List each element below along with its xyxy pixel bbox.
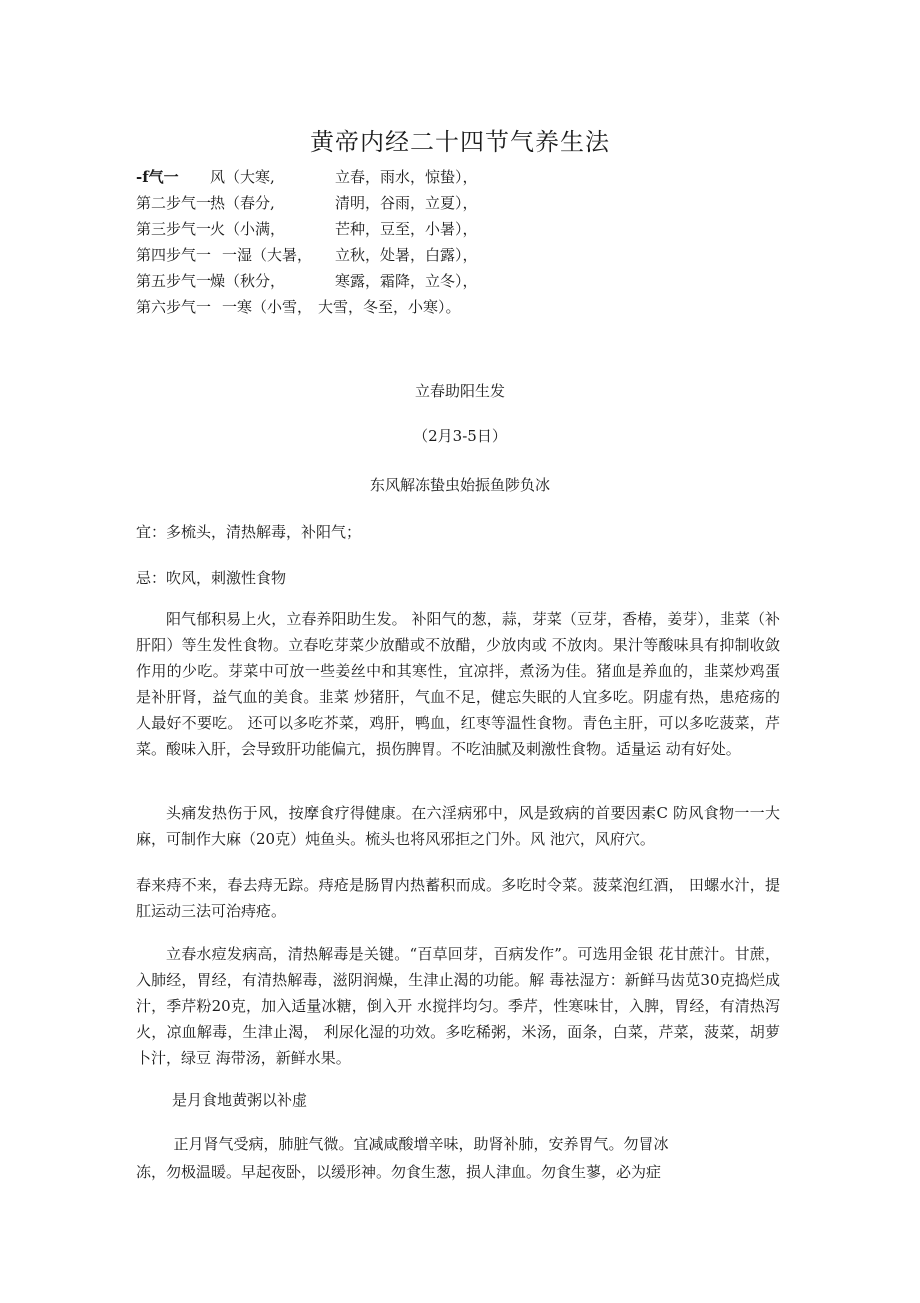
paragraph-rehmannia-title: 是月食地黄粥以补虚 xyxy=(172,1091,308,1109)
qi-step-label: 第六步气一 xyxy=(136,298,212,316)
qi-step-label: -f气一 xyxy=(136,168,179,186)
page-title: 黄帝内经二十四节气养生法 xyxy=(310,128,610,156)
qi-solar-terms: 大雪，冬至，小寒）。 xyxy=(318,298,461,316)
qi-step-label: 第五步气一 xyxy=(136,272,212,290)
qi-name: 一湿（大暑， xyxy=(222,246,313,264)
qi-step-label: 第四步气一 xyxy=(136,246,212,264)
qi-name: 风（大寒, xyxy=(210,168,275,186)
paragraph-hemorrhoids: 春来痔不来，春去痔无踪。痔疮是肠胃内热蓄积而成。多吃时令菜。菠菜泡红酒， 田螺水汁，提肛运动三法可治痔疮。 xyxy=(136,876,780,920)
qi-solar-terms: 芒种，豆至，小暑）， xyxy=(335,220,478,238)
qi-solar-terms: 寒露，霜降，立冬）， xyxy=(335,272,478,290)
advice-avoid: 忌：吹风，刺激性食物 xyxy=(136,569,287,587)
qi-step-label: 第三步气一 xyxy=(136,220,212,238)
paragraph-first-month: 正月肾气受病，肺脏气微。宜减咸酸增辛味，助肾补肺，安养胃气。勿冒冰冻，勿极温暖。早起夜卧，以缓形神。勿食生葱，损人津血。勿食生蓼，必为症 xyxy=(136,1135,669,1181)
qi-step-label: 第二步气一 xyxy=(136,194,212,212)
qi-name: 一寒（小雪， xyxy=(222,298,313,316)
paragraph-spring-diet: 阳气郁积易上火，立春养阳助生发。 补阳气的葱，蒜，芽菜（豆芽，香椿，姜芽），韭菜（补肝阳）等生发性食物。立春吃芽菜少放醋或不放醋，少放肉或 不放肉。果汁等酸味具有抑制收敛作用的少吃。芽菜中可放一些姜丝中和其寒性，宜凉拌，煮汤为佳。猪血是养血的，韭菜炒鸡蛋是补肝肾，益气血的美食。韭菜 炒猪肝，气血不足，健忘失眠的人宜多吃。阴虚有热，患疮疡的人最好不要吃。 还可以多吃芥菜，鸡肝，鸭血，红枣等温性食物。青色主肝，可以多吃菠菜，芹 菜。酸味入肝，会导致肝功能偏亢，损伤脾胃。不吃油腻及刺激性食物。适量运 动有好处。 xyxy=(136,610,780,758)
section-dates: （2月3-5日） xyxy=(413,427,507,445)
paragraph-chickenpox: 立春水痘发病高，清热解毒是关键。“百草回芽，百病发作”。可选用金银 花甘蔗汁。甘蔗，入肺经，胃经，有清热解毒，滋阴润燥，生津止渴的功能。解 毒祛湿方：新鲜马齿苋30克捣烂成汁，季芹粉20克，加入适量冰糖，倒入开 水搅拌均匀。季芹，性寒味甘，入脾，胃经，有清热泻火，凉血解毒，生津止渴， 利尿化湿的功效。多吃稀粥，米汤，面条，白菜，芹菜，菠菜，胡萝卜汁，绿豆 海带汤，新鲜水果。 xyxy=(136,945,780,1067)
advice-do: 宜：多梳头，清热解毒，补阳气； xyxy=(136,523,362,541)
qi-name: 热（春分, xyxy=(210,194,275,212)
qi-solar-terms: 清明，谷雨，立夏）， xyxy=(335,194,478,212)
qi-name: 火（小满， xyxy=(210,220,286,238)
qi-name: 燥（秋分， xyxy=(210,272,286,290)
qi-solar-terms: 立秋，处暑，白露）， xyxy=(335,246,478,264)
section-heading: 立春助阳生发 xyxy=(414,382,505,400)
paragraph-wind: 头痛发热伤于风，按摩食疗得健康。在六淫病邪中，风是致病的首要因素C 防风食物一一大麻，可制作大麻（20克）炖鱼头。梳头也将风邪拒之门外。风 池穴，风府穴。 xyxy=(136,804,780,848)
section-phenology: 东风解冻蛰虫始振鱼陟负冰 xyxy=(369,476,550,494)
qi-solar-terms: 立春，雨水，惊蛰）， xyxy=(335,168,478,186)
